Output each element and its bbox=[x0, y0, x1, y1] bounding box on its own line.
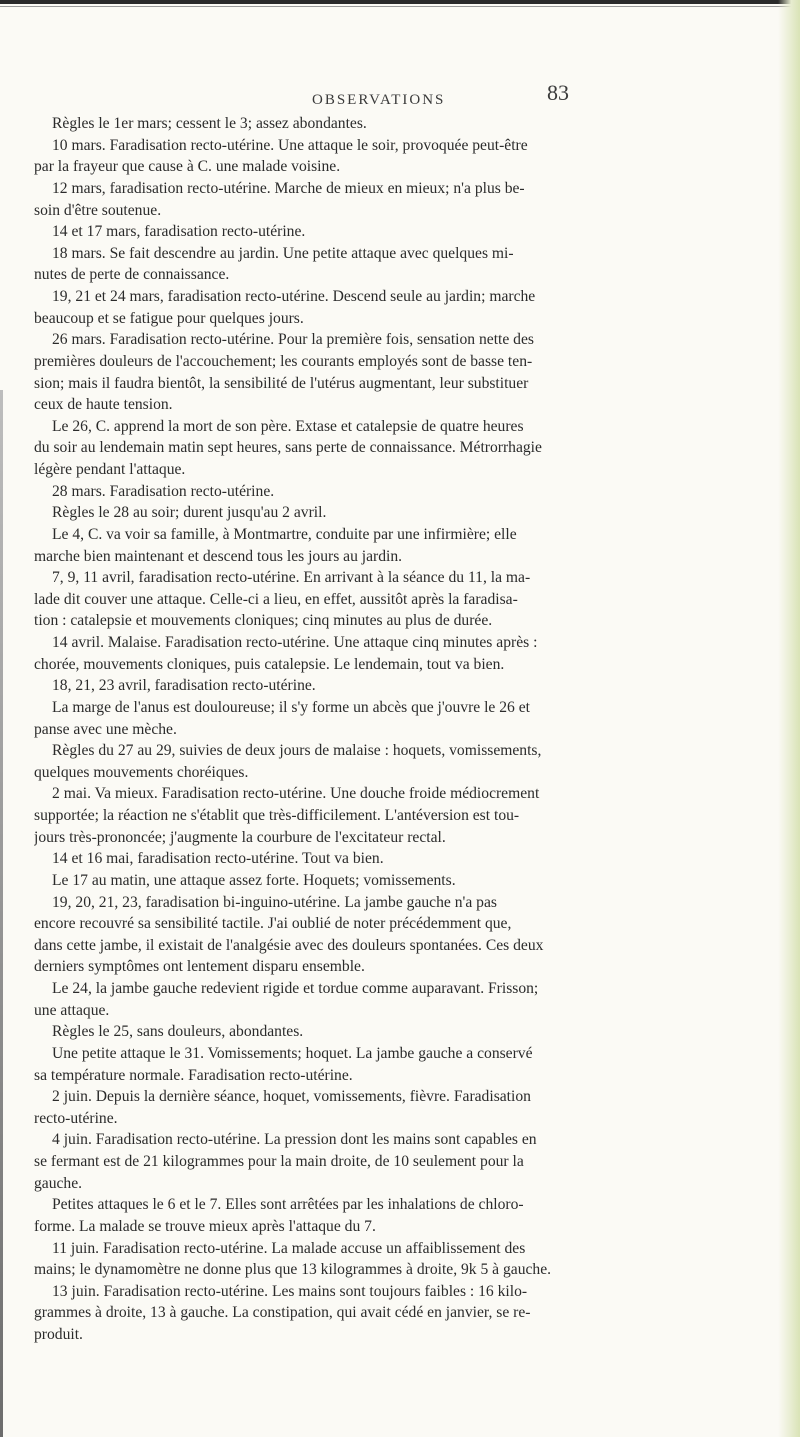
binding-edge bbox=[0, 390, 3, 1437]
text-line: beaucoup et se fatigue pour quelques jours. bbox=[34, 309, 304, 327]
paragraph bbox=[34, 221, 754, 243]
text-line: Une petite attaque le 31. Vomissements; hoquet. La jambe gauche a conservé bbox=[52, 1044, 533, 1062]
text-line: encore recouvré sa sensibilité tactile. J'ai oublié de noter précédemment que, bbox=[34, 915, 512, 933]
text-line: 7, 9, 11 avril, faradisation recto-utérine. En arrivant à la séance du 11, la ma- bbox=[52, 569, 531, 587]
text-line: Le 17 au matin, une attaque assez forte. Hoquets; vomissements. bbox=[52, 871, 456, 889]
text-line: jours très-prononcée; j'augmente la courbure de l'excitateur rectal. bbox=[34, 828, 446, 846]
text-line: nutes de perte de connaissance. bbox=[34, 266, 230, 284]
text-line: Règles le 1er mars; cessent le 3; assez abondantes. bbox=[52, 115, 367, 132]
text-line: Le 24, la jambe gauche redevient rigide et tordue comme auparavant. Frisson; bbox=[52, 980, 539, 997]
text-line: Le 26, C. apprend la mort de son père. Extase et catalepsie de quatre heures bbox=[52, 417, 524, 435]
text-line: marche bien maintenant et descend tous les jours au jardin. bbox=[34, 547, 403, 565]
text-line: sa température normale. Faradisation recto-utérine. bbox=[34, 1066, 353, 1084]
paragraph bbox=[34, 1129, 754, 1194]
text-line: 11 juin. Faradisation recto-utérine. La malade accuse un affaiblissement des bbox=[52, 1239, 526, 1257]
paragraph bbox=[34, 892, 754, 979]
text-line: une attaque. bbox=[34, 1001, 110, 1019]
text-line: par la frayeur que cause à C. une malade voisine. bbox=[34, 158, 341, 176]
text-line: se fermant est de 21 kilogrammes pour la main droite, de 10 seulement pour la bbox=[34, 1153, 524, 1170]
text-line: 10 mars. Faradisation recto-utérine. Une attaque le soir, provoquée peut-être bbox=[52, 136, 528, 154]
paragraph bbox=[34, 870, 754, 892]
paragraph bbox=[34, 1086, 754, 1129]
text-line: ceux de haute tension. bbox=[34, 396, 173, 414]
paragraph bbox=[34, 848, 754, 870]
text-line: 4 juin. Faradisation recto-utérine. La pression dont les mains sont capables en bbox=[52, 1131, 537, 1149]
paragraph bbox=[34, 1194, 754, 1237]
paragraph bbox=[34, 978, 754, 1021]
top-rule bbox=[0, 0, 800, 4]
paragraph bbox=[34, 740, 754, 783]
paragraph bbox=[34, 1238, 754, 1281]
text-line: du soir au lendemain matin sept heures, sans perte de connaissance. Métrorrhagie bbox=[34, 439, 542, 457]
paragraph bbox=[34, 783, 754, 848]
text-line: 28 mars. Faradisation recto-utérine. bbox=[52, 482, 275, 500]
text-line: 19, 21 et 24 mars, faradisation recto-utérine. Descend seule au jardin; marche bbox=[52, 288, 536, 305]
paragraph bbox=[34, 416, 754, 481]
text-line: légère pendant l'attaque. bbox=[34, 461, 186, 478]
text-line: 12 mars, faradisation recto-utérine. Marche de mieux en mieux; n'a plus be- bbox=[52, 179, 525, 197]
paragraph bbox=[34, 632, 754, 675]
text-line: Règles le 25, sans douleurs, abondantes. bbox=[52, 1023, 304, 1041]
paragraph bbox=[34, 1043, 754, 1086]
paragraph bbox=[34, 675, 754, 697]
paragraph bbox=[34, 135, 754, 178]
paragraph bbox=[34, 1021, 754, 1043]
text-line: Règles le 28 au soir; durent jusqu'au 2 avril. bbox=[52, 504, 327, 522]
text-line: mains; le dynamomètre ne donne plus que 13 kilogrammes à droite, 9k 5 à gauche. bbox=[34, 1261, 552, 1279]
paragraph bbox=[34, 697, 754, 740]
text-line: 14 avril. Malaise. Faradisation recto-utérine. Une attaque cinq minutes après : bbox=[52, 634, 538, 651]
text-line: panse avec une mèche. bbox=[34, 720, 177, 738]
text-line: quelques mouvements choréiques. bbox=[34, 763, 249, 781]
text-line: premières douleurs de l'accouchement; les courants employés sont de basse ten- bbox=[34, 352, 533, 370]
running-head: OBSERVATIONS bbox=[312, 92, 446, 108]
text-line: Le 4, C. va voir sa famille, à Montmartre, conduite par une infirmière; elle bbox=[52, 525, 517, 543]
paragraph bbox=[34, 243, 754, 286]
text-line: derniers symptômes ont lentement disparu ensemble. bbox=[34, 958, 365, 976]
paragraph bbox=[34, 481, 754, 503]
text-line: dans cette jambe, il existait de l'analgésie avec des douleurs spontanées. Ces deux bbox=[34, 936, 544, 954]
text-line: forme. La malade se trouve mieux après l'attaque du 7. bbox=[34, 1217, 376, 1235]
paragraph bbox=[34, 178, 754, 221]
text-line: 13 juin. Faradisation recto-utérine. Les mains sont toujours faibles : 16 kilo- bbox=[52, 1282, 528, 1300]
text-line: 18, 21, 23 avril, faradisation recto-utérine. bbox=[52, 677, 316, 695]
text-line: gauche. bbox=[34, 1174, 83, 1192]
paragraph bbox=[34, 524, 754, 567]
text-line: La marge de l'anus est douloureuse; il s'y forme un abcès que j'ouvre le 26 et bbox=[52, 698, 530, 716]
text-line: 2 mai. Va mieux. Faradisation recto-utérine. Une douche froide médiocrement bbox=[52, 785, 540, 803]
paragraph bbox=[34, 502, 754, 524]
paragraph bbox=[34, 1281, 754, 1346]
paragraph bbox=[34, 329, 754, 416]
text-line: chorée, mouvements cloniques, puis catalepsie. Le lendemain, tout va bien. bbox=[34, 655, 505, 673]
text-line: lade dit couver une attaque. Celle-ci a lieu, en effet, aussitôt après la faradisa- bbox=[34, 590, 518, 608]
text-line: 19, 20, 21, 23, faradisation bi-inguino-utérine. La jambe gauche n'a pas bbox=[52, 893, 497, 911]
body-text bbox=[34, 113, 754, 1346]
text-line: soin d'être soutenue. bbox=[34, 201, 162, 219]
text-line: 14 et 17 mars, faradisation recto-utérine. bbox=[52, 223, 306, 241]
text-line: 2 juin. Depuis la dernière séance, hoquet, vomissements, fièvre. Faradisation bbox=[52, 1088, 531, 1106]
text-line: recto-utérine. bbox=[34, 1109, 118, 1127]
text-line: 18 mars. Se fait descendre au jardin. Une petite attaque avec quelques mi- bbox=[52, 244, 514, 262]
text-line: 26 mars. Faradisation recto-utérine. Pour la première fois, sensation nette des bbox=[52, 331, 534, 349]
text-line: supportée; la réaction ne s'établit que très-difficilement. L'antéversion est tou- bbox=[34, 807, 520, 824]
text-line: Règles du 27 au 29, suivies de deux jours de malaise : hoquets, vomissements, bbox=[52, 742, 542, 760]
page-number: 83 bbox=[547, 80, 569, 105]
paragraph bbox=[34, 286, 754, 329]
page-gutter-shadow bbox=[778, 0, 800, 1437]
text-line: grammes à droite, 13 à gauche. La constipation, qui avait cédé en janvier, se re- bbox=[34, 1304, 531, 1322]
text-line: Petites attaques le 6 et le 7. Elles sont arrêtées par les inhalations de chloro- bbox=[52, 1196, 524, 1214]
text-line: 14 et 16 mai, faradisation recto-utérine. Tout va bien. bbox=[52, 850, 384, 868]
paragraph bbox=[34, 113, 754, 135]
paragraph bbox=[34, 567, 754, 632]
text-line: produit. bbox=[34, 1326, 83, 1343]
top-rule-thin bbox=[0, 6, 800, 7]
text-line: tion : catalepsie et mouvements cloniques; cinq minutes au plus de durée. bbox=[34, 612, 493, 630]
text-line: sion; mais il faudra bientôt, la sensibilité de l'utérus augmentant, leur substituer bbox=[34, 374, 529, 392]
